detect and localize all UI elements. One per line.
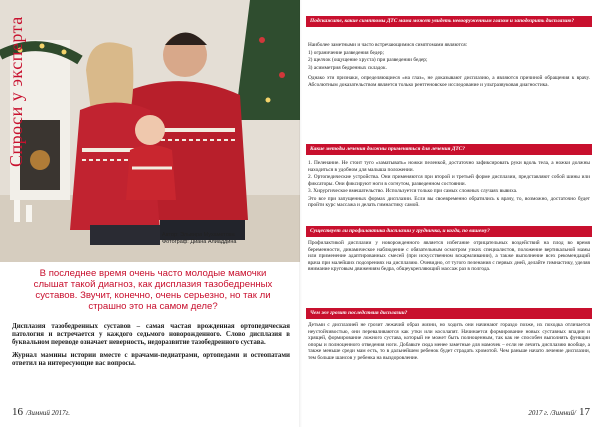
issue-label-right: 2017 г. /Зимний/ xyxy=(528,409,576,417)
family-photo-illustration xyxy=(0,0,300,262)
issue-label-left: /Зимний 2017г. xyxy=(26,409,70,417)
question-3: Существует ли профилактика дисплазии у грудничка, и когда, по вашему? xyxy=(306,226,592,237)
answer-3-paragraph: Профилактикой дисплазии у новорожденного является избегание отрицательных воздействий на плод во время беременности, динамическое наблюдение с обязательным осмотром узких специалистов, положение вертикальной мамы или применение адаптированных смесей (при искусственном вскармливании), а также выполнение всех рекомендаций врача при малейших подозрениях на дисплазию. Очевидно, от тугого пеленания с первых дней, делайте гимнастику, уделяя внимание круговым движениям бедра, общеукрепляющий массаж раз в полгода. xyxy=(308,240,590,272)
intro-text xyxy=(12,323,290,368)
page-folio-right xyxy=(528,406,590,418)
page-number-right: 17 xyxy=(579,406,590,418)
answer-3 xyxy=(308,240,590,273)
answer-1-line: Наиболее заметными и часто встречающимися симптомами являются: xyxy=(308,42,468,48)
lead-paragraph: В последнее время очень часто молодые мамочки слышат такой диагноз, как дисплазия тазобедренных суставов. Звучит, конечно, очень серьезно, но так ли страшно это на самом деле? xyxy=(33,268,273,312)
page-number-left: 16 xyxy=(12,406,23,418)
answer-1-line: 2) щелчок (ощущение хруста) при разведении бедер; xyxy=(308,57,428,63)
answer-2-item: 3. Хирургическое вмешательство. Используется только при самых сложных случаях вывиха. xyxy=(308,188,518,194)
answer-1-line: 1) ограничение разведения бедер; xyxy=(308,49,384,56)
credit-author: Автор: Эльвира Мухаметова xyxy=(162,232,235,238)
intro-paragraph-1: Дисплазия тазобедренных суставов – самая частая врожденная ортопедическая патология и встречается у каждого седьмого новорожденного. Слово дисплазия в буквальном переводе означает неверность, недоразвитие тазобедренного сустава. xyxy=(12,323,290,346)
intro-paragraph-2: Журнал мамины истории вместе с врачами-педиатрами, ортопедами и остеопатами ответил на интересующие вас вопросы. xyxy=(12,352,290,367)
question-4: Чем же грозит последствия дисплазии? xyxy=(306,308,592,319)
answer-1 xyxy=(308,42,590,88)
answer-2 xyxy=(308,160,590,209)
credit-photographer: Фотограф: Диана Алиаддина xyxy=(162,239,237,245)
answer-2-item: 2. Ортопедические устройства. Они применяются при второй и третьей форме дисплазии, представляют собой шины или фиксаторы. Они фиксируют ноги в согнутом, разведенном состоянии. xyxy=(308,174,590,187)
answer-4-paragraph: Детьми с дисплазией не грозит лежачий образ жизни, но ходить они начинают гораздо позже, их походка отличается неустойчивостью, они переваливаются как утки или косолапят. Начинается формирование новых суставных впадин и хрящей, формирование ложного сустава, который не может быть полноценным, так как не способен выполнять функции опоры и полноценного отведения ноги. Добавьте сюда менее заметные для мамочек – если не лечить дисплазию вообще, а также меньше среди мам есть, то в дальнейшем ребенок будет страдать хромотой. Чем раньше начато лечение дисплазии, тем больше шансов у ребенка на выздоровление. xyxy=(308,322,590,361)
right-page xyxy=(302,0,600,427)
photo-credit xyxy=(162,232,282,246)
question-2: Какие методы лечения должны применяться для лечения ДТС? xyxy=(306,144,592,155)
answer-1-paragraph: Однако эти признаки, определяющиеся «на глаз», не доказывают дисплазию, а являются причиной обращения к врачу. Абсолютным доказательством является только рентгеновское исследование и ультразвуковая диагностика. xyxy=(308,75,590,88)
answer-4 xyxy=(308,322,590,361)
family-photo xyxy=(0,0,300,262)
section-title-vertical: Спроси у эксперта xyxy=(6,16,26,167)
page-folio-left xyxy=(12,406,70,418)
answer-2-item: 1. Пеленание. Не стоит туго «заматывать» ножки пеленкой, достаточно зафиксировать руки вдоль тела, а ножки должны находиться в удобном для малыша положении. xyxy=(308,160,590,173)
question-1: Подскажите, какие симптомы ДТС мама может увидеть невооруженным глазом и заподозрить дисплазию? xyxy=(306,16,592,27)
answer-2-item: Это все при запущенных формах дисплазии. Если вы своевременно обратились к врачу, то, возможно, достаточно будет пройти курс массажа и делать гимнастику самой. xyxy=(308,195,590,208)
answer-1-line: 3) асимметрия бедренных складок. xyxy=(308,64,387,71)
